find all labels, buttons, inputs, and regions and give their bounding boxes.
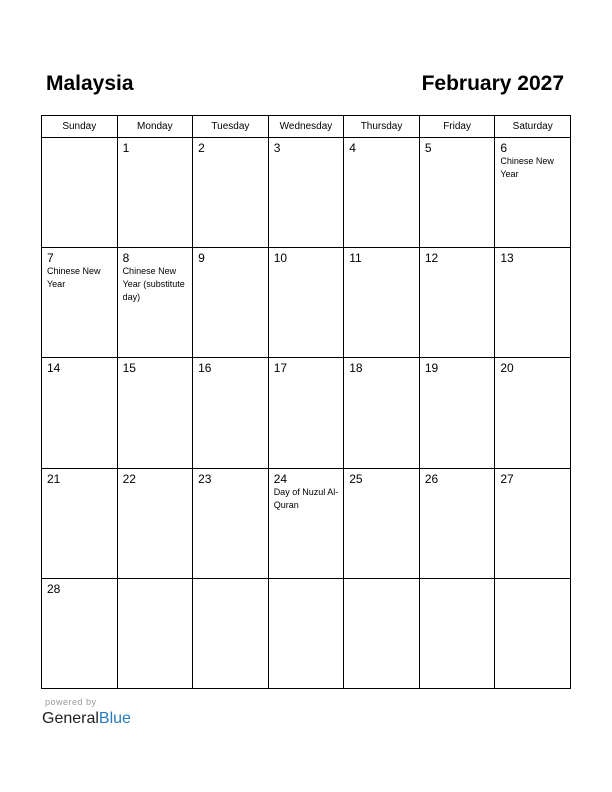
day-cell [268,358,344,468]
day-cell [344,358,420,468]
day-number: 6 [500,141,508,155]
day-number: 13 [500,251,514,266]
day-cell [42,138,118,248]
day-cell [42,358,118,468]
brand-logo [42,709,131,729]
day-number: 14 [47,361,61,376]
day-cell [344,138,420,248]
day-cell [117,358,193,468]
day-cell [193,358,269,468]
day-number: 22 [122,471,136,486]
weekday-header: Thursday [344,116,420,138]
day-number: 20 [500,361,514,376]
day-number [269,579,344,582]
day-number [344,579,419,582]
day-cell [268,578,344,688]
day-cell [117,138,193,248]
holiday-label: Chinese New Year [500,156,554,179]
country-title: Malaysia [46,72,134,95]
day-number [420,579,495,582]
day-number: 3 [273,141,281,155]
week-row [42,358,571,468]
day-number [118,579,193,582]
day-number: 21 [47,471,61,486]
weekday-header: Friday [419,116,495,138]
weekday-header: Saturday [495,116,571,138]
day-cell [419,578,495,688]
day-number: 10 [273,251,288,266]
day-number: 25 [349,471,363,486]
day-cell [193,248,269,358]
day-number: 9 [198,251,205,266]
holiday-label: Chinese New Year [47,266,101,290]
day-cell [117,248,193,358]
day-number: 16 [198,361,212,376]
week-row [42,138,571,248]
day-cell [495,468,571,578]
weekday-header: Sunday [42,116,118,138]
day-number [495,579,570,582]
day-cell [495,578,571,688]
day-number: 8 [122,251,130,266]
day-cell [268,138,344,248]
day-number [193,579,268,582]
day-cell [344,578,420,688]
day-cell [193,468,269,578]
day-number: 5 [424,141,432,155]
day-cell [42,468,118,578]
day-cell [268,248,344,358]
holiday-label: Chinese New Year (substitute day) [122,266,185,303]
day-number: 17 [273,361,288,376]
day-number: 15 [122,361,136,376]
month-year-title: February 2027 [421,72,564,95]
day-number: 28 [47,581,61,596]
day-cell [419,248,495,358]
day-number: 24 [273,471,288,486]
weekday-header: Monday [117,116,193,138]
day-cell [419,358,495,468]
powered-by-text: powered by [45,697,97,707]
day-number: 19 [424,361,439,376]
day-cell [42,578,118,688]
day-cell [419,468,495,578]
week-row [42,248,571,358]
day-number: 12 [424,251,439,266]
day-number: 11 [349,251,362,266]
day-number: 26 [424,471,439,486]
footer-logo [42,697,131,729]
calendar-grid [41,115,571,689]
day-cell [344,248,420,358]
day-number: 7 [47,251,54,266]
week-row [42,578,571,688]
day-cell [193,578,269,688]
day-cell [42,248,118,358]
weekday-header-row [42,116,571,138]
day-cell [419,138,495,248]
day-cell [117,468,193,578]
day-number [42,138,117,141]
brand-part-blue: Blue [98,710,131,727]
day-cell [495,358,571,468]
holiday-label: Day of Nuzul Al-Quran [273,486,339,510]
week-row [42,468,571,578]
day-cell [193,138,269,248]
day-cell [344,468,420,578]
day-cell [495,248,571,358]
day-number: 27 [500,471,514,486]
day-number: 4 [349,141,356,155]
day-cell [268,468,344,578]
day-number: 2 [198,141,205,155]
day-number: 23 [198,471,212,486]
day-number: 1 [122,141,130,155]
weekday-header: Tuesday [193,116,269,138]
weekday-header: Wednesday [268,116,344,138]
day-cell [495,138,571,248]
brand-part-general: General [42,710,99,727]
day-number: 18 [349,361,363,376]
day-cell [117,578,193,688]
